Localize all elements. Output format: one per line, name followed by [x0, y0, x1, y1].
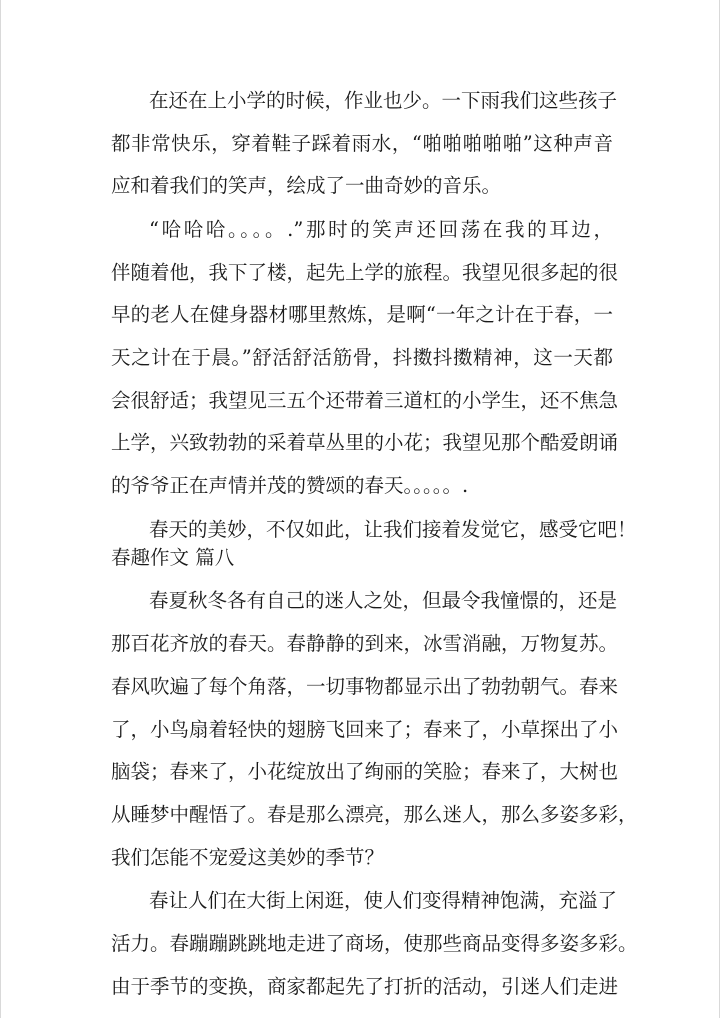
text-line: 天之计在于晨。”舒活舒活筋骨，抖擞抖擞精神，这一天都 [111, 346, 613, 369]
text-line: 应和着我们的笑声，绘成了一曲奇妙的音乐。 [111, 174, 502, 197]
text-line: 我们怎能不宠爱这美妙的季节？ [111, 846, 385, 869]
text-line: 伴随着他，我下了楼，起先上学的旅程。我望见很多起的很 [111, 261, 619, 284]
text-line: 的爷爷正在声情并茂的赞颂的春天。。。。。. [111, 474, 469, 497]
text-line: “哈哈哈。。。。.”那时的笑声还回荡在我的耳边， [149, 218, 613, 241]
text-line: 都非常快乐，穿着鞋子踩着雨水，“啪啪啪啪啪”这种声音 [111, 132, 613, 155]
text-line: 脑袋；春来了，小花绽放出了绚丽的笑脸；春来了，大树也 [111, 760, 619, 783]
text-line: 由于季节的变换，商家都起先了打折的活动，引迷人们走进 [111, 975, 619, 998]
text-line: 春天的美妙，不仅如此，让我们接着发觉它，感受它吧！ [149, 518, 637, 541]
text-line: 在还在上小学的时候，作业也少。一下雨我们这些孩子 [149, 89, 618, 112]
text-line: 那百花齐放的春天。春静静的到来，冰雪消融，万物复苏。 [111, 632, 619, 655]
text-line: 春夏秋冬各有自己的迷人之处，但最令我憧憬的，还是 [149, 589, 618, 612]
section-heading: 春趣作文 篇八 [111, 546, 235, 569]
text-line: 早的老人在健身器材哪里熬炼，是啊“一年之计在于春，一 [111, 303, 613, 326]
text-line: 活力。春蹦蹦跳跳地走进了商场，使那些商品变得多姿多彩。 [111, 932, 638, 955]
text-line: 上学，兴致勃勃的采着草丛里的小花；我望见那个酷爱朗诵 [111, 431, 619, 454]
text-line: 春让人们在大街上闲逛，使人们变得精神饱满，充溢了 [149, 889, 618, 912]
text-line: 从睡梦中醒悟了。春是那么漂亮，那么迷人，那么多姿多彩， [111, 803, 638, 826]
text-line: 春风吹遍了每个角落，一切事物都显示出了勃勃朝气。春来 [111, 675, 619, 698]
text-line: 会很舒适；我望见三五个还带着三道杠的小学生，还不焦急 [111, 389, 619, 412]
text-line: 了，小鸟扇着轻快的翅膀飞回来了；春来了，小草探出了小 [111, 718, 619, 741]
